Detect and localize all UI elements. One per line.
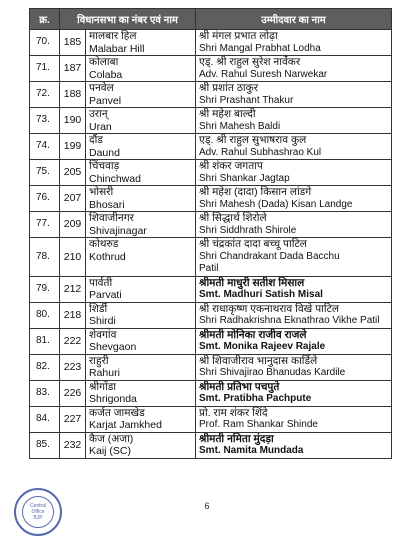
constituency-name-english: Shevgaon <box>89 341 137 353</box>
constituency-name <box>86 160 196 186</box>
table-row <box>30 134 392 160</box>
candidate-table <box>29 8 392 459</box>
serial-number: 79. <box>30 276 60 302</box>
table-row <box>30 82 392 108</box>
constituency-number: 227 <box>60 406 86 432</box>
candidate-name-hindi: श्री प्रशांत ठाकुर <box>199 82 259 94</box>
constituency-number: 190 <box>60 108 86 134</box>
constituency-name <box>86 380 196 406</box>
serial-number: 81. <box>30 328 60 354</box>
serial-number: 80. <box>30 302 60 328</box>
constituency-number: 187 <box>60 56 86 82</box>
candidate-name-english: Smt. Pratibha Pachpute <box>199 393 312 404</box>
constituency-name-hindi: शेवगांव <box>89 328 117 341</box>
constituency-name-hindi: उरान् <box>89 108 108 120</box>
constituency-name <box>86 134 196 160</box>
constituency-name-english: Parvati <box>89 289 122 301</box>
constituency-number: 232 <box>60 432 86 458</box>
candidate-name-english: Adv. Rahul Suresh Narwekar <box>199 68 328 80</box>
candidate-name-hindi: श्री चंद्रकांत दादा बच्चू पाटिल <box>199 238 307 250</box>
constituency-name-english: Malabar Hill <box>89 42 145 55</box>
constituency-number: 210 <box>60 238 86 277</box>
constituency-name-english: Shirdi <box>89 315 116 327</box>
constituency-number: 222 <box>60 328 86 354</box>
constituency-name <box>86 302 196 328</box>
candidate-name-hindi: प्रो. राम शंकर शिंदे <box>199 406 268 419</box>
constituency-name <box>86 238 196 277</box>
constituency-number: 207 <box>60 186 86 212</box>
candidate-name <box>196 354 392 380</box>
constituency-name-english: Daund <box>89 146 120 159</box>
constituency-name-hindi: कोलाबा <box>89 56 119 68</box>
candidate-name-hindi: श्री सिद्धार्थ शिरोले <box>199 212 267 224</box>
constituency-name-english: Colaba <box>89 68 123 81</box>
serial-number: 77. <box>30 212 60 238</box>
constituency-name-english: Rahuri <box>89 367 120 379</box>
serial-number: 84. <box>30 406 60 432</box>
constituency-name-hindi: कर्जत जामखेड <box>89 406 145 419</box>
constituency-name <box>86 82 196 108</box>
candidate-name <box>196 160 392 186</box>
constituency-name-hindi: कैज (अजा) <box>89 432 134 445</box>
serial-number: 82. <box>30 354 60 380</box>
constituency-name-english: Kothrud <box>89 250 126 263</box>
candidate-name-english: Shri Radhakrishna Eknathrao Vikhe Patil <box>199 315 380 326</box>
constituency-name-english: Shivajinagar <box>89 224 147 237</box>
constituency-name <box>86 108 196 134</box>
candidate-name-hindi: श्री महेश बाल्दी <box>199 108 256 120</box>
constituency-name-hindi: दौंड <box>89 134 103 146</box>
constituency-name-hindi: चिंचवाड़ <box>89 160 120 172</box>
party-office-stamp <box>14 488 62 536</box>
constituency-number: 209 <box>60 212 86 238</box>
candidate-list-page <box>29 8 391 459</box>
candidate-name-english-cont: Patil <box>199 263 219 274</box>
candidate-name-english: Shri Mahesh Baldi <box>199 120 281 132</box>
candidate-name-english: Shri Mahesh (Dada) Kisan Landge <box>199 198 353 210</box>
constituency-name <box>86 276 196 302</box>
candidate-name <box>196 186 392 212</box>
constituency-number: 218 <box>60 302 86 328</box>
constituency-name-hindi: कोथरुड <box>89 238 119 250</box>
constituency-name-hindi: राहुरी <box>89 354 109 367</box>
serial-number: 72. <box>30 82 60 108</box>
constituency-number: 212 <box>60 276 86 302</box>
constituency-name-english: Uran <box>89 120 112 133</box>
table-row <box>30 238 392 277</box>
table-row <box>30 276 392 302</box>
candidate-name-english: Prof. Ram Shankar Shinde <box>199 419 318 430</box>
constituency-name-hindi: पनवेल <box>89 82 114 94</box>
candidate-name-hindi: श्रीमती मोनिका राजीव राजले <box>199 328 307 341</box>
candidate-name-english: Smt. Madhuri Satish Misal <box>199 289 323 300</box>
serial-number: 83. <box>30 380 60 406</box>
candidate-name-hindi: श्री शिवाजीराव भानुदास कार्डिले <box>199 354 318 367</box>
table-header-row <box>30 9 392 30</box>
candidate-name-hindi: श्रीमती माधुरी सतीश मिसाल <box>199 276 305 289</box>
candidate-name <box>196 432 392 458</box>
constituency-number: 188 <box>60 82 86 108</box>
table-row <box>30 354 392 380</box>
constituency-name <box>86 406 196 432</box>
constituency-name-hindi: श्रीगोंडा <box>89 380 117 393</box>
table-row <box>30 160 392 186</box>
constituency-name-english: Chinchwad <box>89 172 141 185</box>
constituency-name-english: Shrigonda <box>89 393 137 405</box>
candidate-name <box>196 82 392 108</box>
table-row <box>30 432 392 458</box>
constituency-name-english: Karjat Jamkhed <box>89 419 162 431</box>
constituency-number: 205 <box>60 160 86 186</box>
header-constituency: विधानसभा का नंबर एवं नाम <box>60 9 196 30</box>
constituency-name-hindi: पार्वती <box>89 276 113 289</box>
serial-number: 70. <box>30 30 60 56</box>
serial-number: 76. <box>30 186 60 212</box>
serial-number: 85. <box>30 432 60 458</box>
candidate-name <box>196 406 392 432</box>
candidate-name <box>196 276 392 302</box>
serial-number: 78. <box>30 238 60 277</box>
candidate-name <box>196 380 392 406</box>
serial-number: 73. <box>30 108 60 134</box>
constituency-name <box>86 328 196 354</box>
candidate-name-hindi: एड्. श्री राहुल सुरेश नार्वेकर <box>199 56 301 68</box>
candidate-name-english: Adv. Rahul Subhashrao Kul <box>199 146 322 158</box>
constituency-name <box>86 354 196 380</box>
constituency-name <box>86 432 196 458</box>
page-number: 6 <box>204 501 210 511</box>
table-row <box>30 108 392 134</box>
constituency-name <box>86 212 196 238</box>
candidate-name <box>196 238 392 277</box>
constituency-number: 226 <box>60 380 86 406</box>
candidate-name <box>196 302 392 328</box>
constituency-name-english: Bhosari <box>89 198 125 211</box>
table-row <box>30 30 392 56</box>
constituency-number: 199 <box>60 134 86 160</box>
candidate-name-hindi: श्री राधाकृष्ण एकनाथराव विखे पाटिल <box>199 302 340 315</box>
table-row <box>30 328 392 354</box>
constituency-name-hindi: मालबार हिल <box>89 30 137 42</box>
constituency-number: 223 <box>60 354 86 380</box>
candidate-name-hindi: श्रीमती नमिता मुंदड़ा <box>199 432 274 445</box>
candidate-name <box>196 212 392 238</box>
candidate-name-english: Shri Shankar Jagtap <box>199 172 290 184</box>
constituency-name <box>86 30 196 56</box>
table-row <box>30 186 392 212</box>
constituency-name-hindi: शिवाजीनगर <box>89 212 134 224</box>
candidate-name-english: Shri Chandrakant Dada Bacchu <box>199 250 340 262</box>
candidate-name-english: Shri Siddhrath Shirole <box>199 224 297 236</box>
header-candidate: उम्मीदवार का नाम <box>196 9 392 30</box>
constituency-name-english: Panvel <box>89 94 122 107</box>
serial-number: 71. <box>30 56 60 82</box>
constituency-name-hindi: शिर्डी <box>89 302 108 315</box>
candidate-name-english: Shri Prashant Thakur <box>199 94 294 106</box>
table-row <box>30 56 392 82</box>
constituency-name-hindi: भोसरी <box>89 186 114 198</box>
candidate-name-english: Smt. Namita Mundada <box>199 445 304 456</box>
stamp-line-2: BJP <box>33 515 43 521</box>
header-serial: क्र. <box>30 9 60 30</box>
table-row <box>30 212 392 238</box>
stamp-line-1: Central Office <box>29 503 47 515</box>
constituency-name-english: Kaij (SC) <box>89 445 132 457</box>
table-row <box>30 406 392 432</box>
candidate-name-hindi: श्री महेश (दादा) किसान लांडगे <box>199 186 312 198</box>
candidate-name <box>196 108 392 134</box>
candidate-name <box>196 30 392 56</box>
candidate-name-english: Shri Shivajirao Bhanudas Kardile <box>199 367 346 378</box>
table-row <box>30 302 392 328</box>
candidate-name-english: Shri Mangal Prabhat Lodha <box>199 42 321 54</box>
candidate-name-english: Smt. Monika Rajeev Rajale <box>199 341 326 352</box>
candidate-name <box>196 134 392 160</box>
table-row <box>30 380 392 406</box>
candidate-name-hindi: श्रीमती प्रतिभा पचपुते <box>199 380 280 393</box>
candidate-name-hindi: श्री मंगल प्रभात लोढ़ा <box>199 30 278 42</box>
serial-number: 75. <box>30 160 60 186</box>
constituency-name <box>86 56 196 82</box>
candidate-name-hindi: श्री शंकर जगताप <box>199 160 263 172</box>
candidate-name <box>196 328 392 354</box>
constituency-number: 185 <box>60 30 86 56</box>
constituency-name <box>86 186 196 212</box>
serial-number: 74. <box>30 134 60 160</box>
candidate-name <box>196 56 392 82</box>
candidate-name-hindi: एड्. श्री राहुल सुभाषराव कुल <box>199 134 307 146</box>
